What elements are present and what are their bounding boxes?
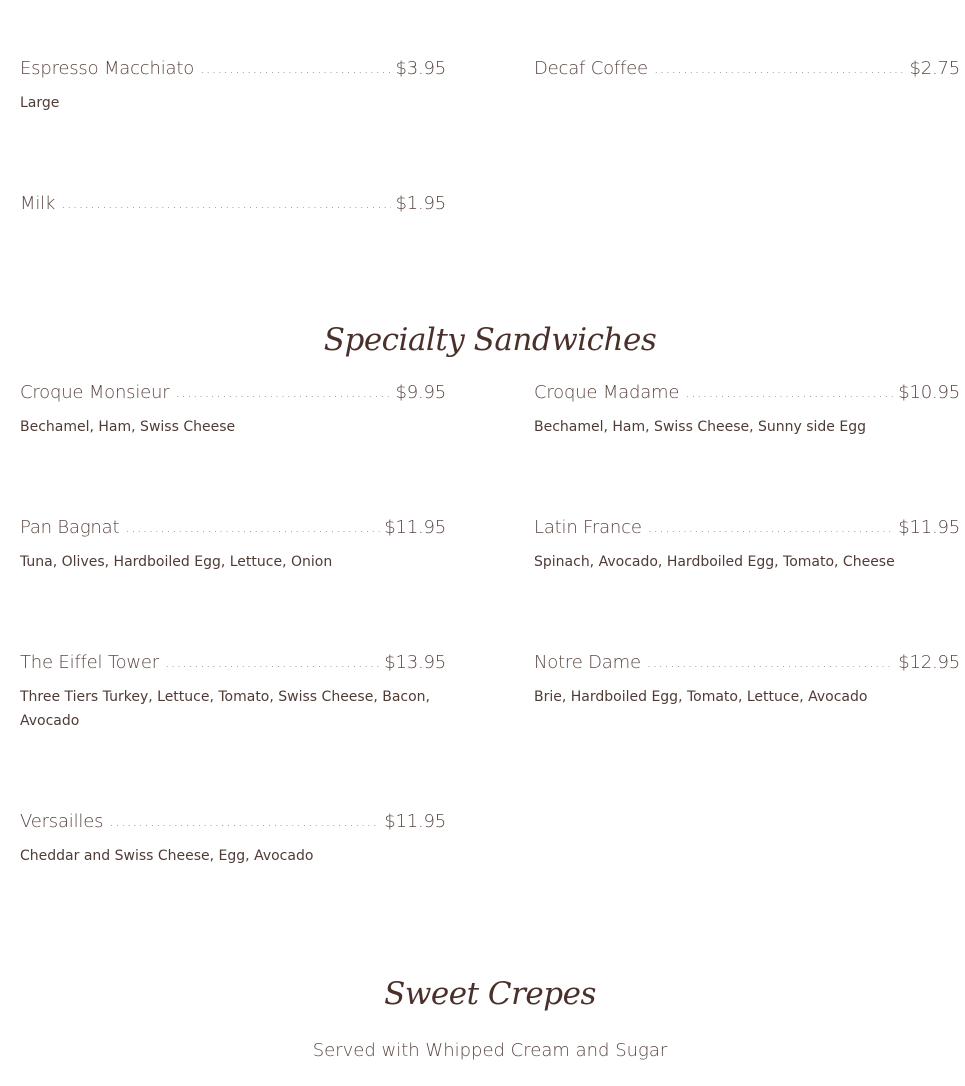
item-name: Latin France [534,517,642,538]
item-price: $11.95 [898,517,960,538]
item-price: $10.95 [898,382,960,403]
item-price: $13.95 [384,652,446,673]
section-subtitle-crepes: Served with Whipped Cream and Sugar [312,1040,668,1061]
item-description: Three Tiers Turkey, Lettuce, Tomato, Swiss Cheese, Bacon, Avocado [20,689,430,729]
item-price: $1.95 [395,193,446,214]
dot-leader [61,196,391,212]
item-header [20,193,446,214]
item-header [20,382,446,403]
menu-item-eiffel-tower [20,652,446,733]
item-header [534,58,960,79]
item-name: Decaf Coffee [534,58,648,79]
item-name: Croque Monsieur [20,382,170,403]
menu-item-latin-france [534,517,960,574]
item-header [20,652,446,673]
menu-item-croque-madame [534,382,960,439]
item-header [534,652,960,673]
item-price: $9.95 [395,382,446,403]
section-title-sandwiches: Specialty Sandwiches [323,322,657,358]
menu-item-croque-monsieur [20,382,446,439]
item-name: Espresso Macchiato [20,58,195,79]
dot-leader [175,385,391,401]
dot-leader [109,814,380,830]
item-price: $2.75 [909,58,960,79]
item-name: Versailles [20,811,104,832]
menu-item-versailles [20,811,446,868]
menu-item-espresso-macchiato [20,58,446,115]
item-header [534,517,960,538]
item-name: Croque Madame [534,382,680,403]
dot-leader [648,520,895,536]
menu-item-pan-bagnat [20,517,446,574]
item-price: $11.95 [384,517,446,538]
item-description: Bechamel, Ham, Swiss Cheese, Sunny side Egg [534,419,866,435]
dot-leader [685,385,894,401]
item-name: Notre Dame [534,652,641,673]
menu-item-notre-dame [534,652,960,709]
item-price: $11.95 [384,811,446,832]
item-description: Bechamel, Ham, Swiss Cheese [20,419,236,435]
dot-leader [165,655,380,671]
item-description: Cheddar and Swiss Cheese, Egg, Avocado [20,848,314,864]
item-header [20,811,446,832]
menu-item-decaf-coffee [534,58,960,79]
item-header [20,58,446,79]
menu-item-milk [20,193,446,214]
item-name: The Eiffel Tower [20,652,159,673]
dot-leader [654,61,906,77]
item-price: $3.95 [395,58,446,79]
section-title-crepes: Sweet Crepes [384,976,596,1012]
item-price: $12.95 [898,652,960,673]
item-header [534,382,960,403]
dot-leader [125,520,380,536]
item-description: Brie, Hardboiled Egg, Tomato, Lettuce, Avocado [534,689,868,705]
dot-leader [200,61,391,77]
item-description: Tuna, Olives, Hardboiled Egg, Lettuce, Onion [20,554,333,570]
item-name: Pan Bagnat [20,517,120,538]
dot-leader [647,655,894,671]
item-header [20,517,446,538]
item-name: Milk [20,193,56,214]
item-description: Spinach, Avocado, Hardboiled Egg, Tomato, Cheese [534,554,895,570]
item-description: Large [20,95,60,111]
